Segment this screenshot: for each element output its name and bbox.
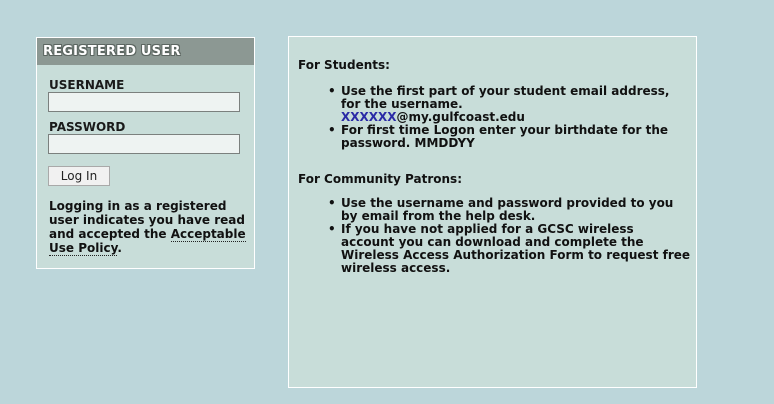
login-terms-note <box>49 199 249 255</box>
email-domain: @my.gulfcoast.edu <box>396 110 525 124</box>
info-panel <box>288 36 697 388</box>
community-apply-instruction: If you have not applied for a GCSC wireless account you can download and complete the Wireless Access Authorization Form to request free wireless access. <box>341 222 691 275</box>
list-item <box>325 197 691 223</box>
login-terms-text: Logging in as a registered user indicates you have read and accepted the <box>49 199 245 241</box>
list-item <box>325 124 691 150</box>
community-credentials-instruction: Use the username and password provided to you by email from the help desk. <box>341 196 674 223</box>
students-list <box>325 85 691 150</box>
password-input[interactable] <box>48 134 240 154</box>
username-input[interactable] <box>48 92 240 112</box>
username-label: USERNAME <box>49 78 125 92</box>
login-panel-title: REGISTERED USER <box>37 38 254 65</box>
community-list <box>325 197 691 275</box>
bullet-icon: • <box>328 196 336 210</box>
bullet-icon: • <box>328 222 336 236</box>
password-label: PASSWORD <box>49 120 126 134</box>
students-heading: For Students: <box>298 58 390 72</box>
log-in-button[interactable]: Log In <box>48 166 110 186</box>
login-panel <box>36 37 255 269</box>
bullet-icon: • <box>328 84 336 98</box>
community-heading: For Community Patrons: <box>298 172 462 186</box>
list-item <box>325 85 691 124</box>
students-username-instruction: Use the first part of your student email address, for the username. <box>341 84 670 111</box>
bullet-icon: • <box>328 123 336 137</box>
students-password-instruction: For first time Logon enter your birthdate for the password. MMDDYY <box>341 123 669 150</box>
login-terms-end: . <box>117 241 122 255</box>
list-item <box>325 223 691 275</box>
email-prefix: XXXXXX <box>341 110 397 124</box>
acceptable-use-policy-link[interactable]: Acceptable Use Policy <box>49 227 246 255</box>
